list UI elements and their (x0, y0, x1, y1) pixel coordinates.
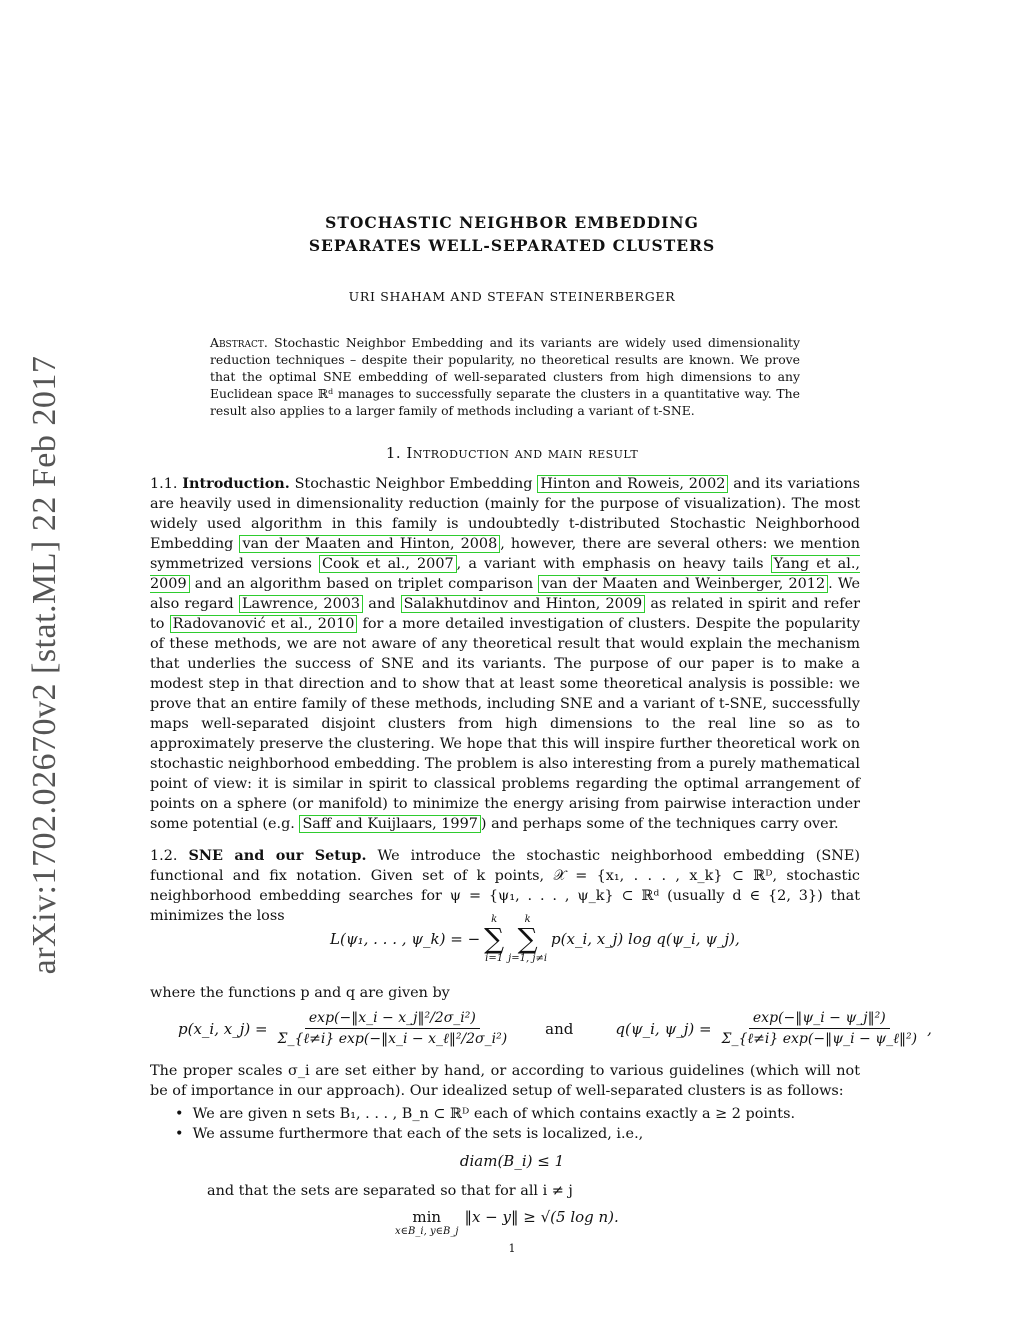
loss-rhs: p(x_i, x_j) log q(ψ_i, ψ_j), (551, 930, 740, 948)
intro-text: , a variant with emphasis on heavy tails (456, 556, 764, 572)
and-word: and (545, 1020, 574, 1038)
citation-link[interactable]: Radovanović et al., 2010 (170, 615, 358, 633)
citation-link[interactable]: Salakhutdinov and Hinton, 2009 (401, 595, 646, 613)
separation-line: and that the sets are separated so that for all i ≠ j (207, 1183, 573, 1199)
bullet-text: We assume furthermore that each of the sets is localized, i.e., (192, 1126, 644, 1142)
q-lhs: q(ψ_i, ψ_j) = (615, 1020, 712, 1038)
sum-operator-i (484, 914, 504, 964)
sum-lower-limit: i=1 (485, 953, 504, 964)
p-lhs: p(x_i, x_j) = (178, 1020, 268, 1038)
citation-link[interactable]: Saff and Kuijlaars, 1997 (299, 815, 480, 833)
citation-link[interactable]: Lawrence, 2003 (239, 595, 363, 613)
paper-title-line-1: STOCHASTIC NEIGHBOR EMBEDDING (325, 213, 699, 232)
min-subscript: x∈B_i, y∈B_j (395, 1226, 459, 1237)
setup-text-2: The proper scales σ_i are set either by hand, or according to various guidelines (which will not be of importance in our approach). Our idealized setup of well-separated clusters is as follows: (150, 1063, 860, 1099)
p-denominator: Σ_{ℓ≠i} exp(−‖x_i − x_ℓ‖²/2σ_i²) (277, 1031, 508, 1047)
intro-text: Stochastic Neighbor Embedding (294, 476, 533, 492)
intro-text: . We also regard (150, 576, 860, 612)
intro-text: and its variations are heavily used in dimensionality reduction (mainly for the purpose of visualization). The most widely used algorithm in this family is undoubtedly t-distributed Stochastic Neighborhood Embedding (150, 476, 861, 552)
loss-equation (330, 914, 740, 964)
diam-equation: diam(B_i) ≤ 1 (459, 1152, 565, 1170)
citation-link[interactable]: Yang et al., 2009 (150, 556, 860, 592)
min-operator (395, 1208, 458, 1237)
q-tail: , (927, 1020, 932, 1038)
list-item: • We are given n sets B₁, . . . , B_n ⊂ ℝᴰ each of which contains exactly a ≥ 2 points. (175, 1106, 796, 1122)
abstract-text: Stochastic Neighbor Embedding and its variants are widely used dimensionality reduction techniques – despite their popularity, no theoretical results are known. We prove that the optimal SNE embedding of well-separated clusters from high dimensions to any Euclidean space ℝᵈ manages to successfully separate the clusters in a quantitative way. The result also applies to a larger family of methods including a variant of t-SNE. (210, 335, 800, 418)
intro-text: and an algorithm based on triplet comparison (194, 576, 534, 592)
q-denominator: Σ_{ℓ≠i} exp(−‖ψ_i − ψ_ℓ‖²) (721, 1031, 918, 1047)
arxiv-id-text: arXiv:1702.02670v2 [stat.ML] 22 Feb 2017 (26, 355, 63, 975)
min-expression: ‖x − y‖ ≥ √(5 log n). (464, 1208, 619, 1226)
bullet-text: We are given n sets B₁, . . . , B_n ⊂ ℝᴰ each of which contains exactly a ≥ 2 points. (192, 1106, 796, 1122)
intro-text: as related in spirit and refer to (150, 596, 860, 632)
intro-heading: Introduction. (182, 475, 290, 492)
p-numerator: exp(−‖x_i − x_j‖²/2σ_i²) (305, 1010, 480, 1029)
intro-text: , however, there are several others: we mention symmetrized versions (150, 536, 861, 572)
citation-link[interactable]: van der Maaten and Weinberger, 2012 (538, 575, 828, 593)
min-equation (395, 1208, 619, 1237)
loss-lhs: L(ψ₁, . . . , ψ_k) = − (330, 930, 481, 948)
sum-upper-limit: k (524, 914, 531, 925)
sum-operator-j (508, 914, 547, 964)
q-fraction (718, 1010, 922, 1048)
sum-upper-limit: k (491, 914, 498, 925)
where-line: where the functions p and q are given by (150, 985, 450, 1001)
section-heading: 1. Introduction and main result (385, 444, 639, 462)
authors: URI SHAHAM AND STEFAN STEINERBERGER (348, 289, 676, 304)
setup-heading-number: 1.2. (150, 848, 178, 864)
min-word: min (412, 1208, 442, 1226)
sigma-icon: ∑ (517, 922, 538, 955)
p-fraction (274, 1010, 512, 1048)
citation-link[interactable]: Cook et al., 2007 (319, 555, 457, 573)
citation-link[interactable]: Hinton and Roweis, 2002 (537, 475, 728, 493)
citation-link[interactable]: van der Maaten and Hinton, 2008 (239, 535, 500, 553)
setup-heading: SNE and our Setup. (188, 847, 367, 864)
setup-text: We introduce the stochastic neighborhood embedding (SNE) functional and fix notation. Given set of k points, 𝒳 = {x₁, . . . , x_k} ⊂ ℝᴰ, stochastic neighborhood embedding searches for ψ = {ψ₁, . . . , ψ_k} ⊂ ℝᵈ (usually d ∈ {2, 3}) that minimizes the loss (150, 848, 860, 924)
intro-heading-number: 1.1. (150, 476, 178, 492)
sum-lower-limit: j=1, j≠i (508, 953, 548, 964)
arxiv-identifier (10, 345, 80, 985)
q-numerator: exp(−‖ψ_i − ψ_j‖²) (749, 1010, 890, 1029)
intro-text: ) and perhaps some of the techniques carry over. (480, 816, 839, 832)
page-number: 1 (508, 1242, 516, 1255)
paper-title-line-2: SEPARATES WELL-SEPARATED CLUSTERS (308, 236, 716, 255)
intro-text: and (368, 596, 396, 612)
intro-text: for a more detailed investigation of clusters. Despite the popularity of these methods, we are not aware of any theoretical result that would explain the mechanism that underlies the success of SNE and its variants. The purpose of our paper is to make a modest step in that direction and to show that at least some theoretical analysis is possible: we prove that an entire family of these methods, including SNE and a variant of t-SNE, successfully maps well-separated disjoint clusters from high dimensions to the real line so as to approximately preserve the clustering. We hope that this will inspire further theoretical work on stochastic neighborhood embedding. The problem is also interesting from a purely mathematical point of view: it is similar in spirit to classical problems regarding the optimal arrangement of points on a sphere (or manifold) to minimize the energy arising from pairwise interaction under some potential (e.g. (150, 616, 860, 832)
bullet-list (175, 1104, 865, 1144)
abstract-label: Abstract. (210, 335, 268, 350)
abstract (210, 334, 800, 419)
list-item: • We assume furthermore that each of the sets is localized, i.e., (175, 1126, 644, 1142)
intro-paragraph (150, 474, 860, 834)
sigma-icon: ∑ (484, 922, 505, 955)
pq-definitions (178, 1010, 932, 1048)
